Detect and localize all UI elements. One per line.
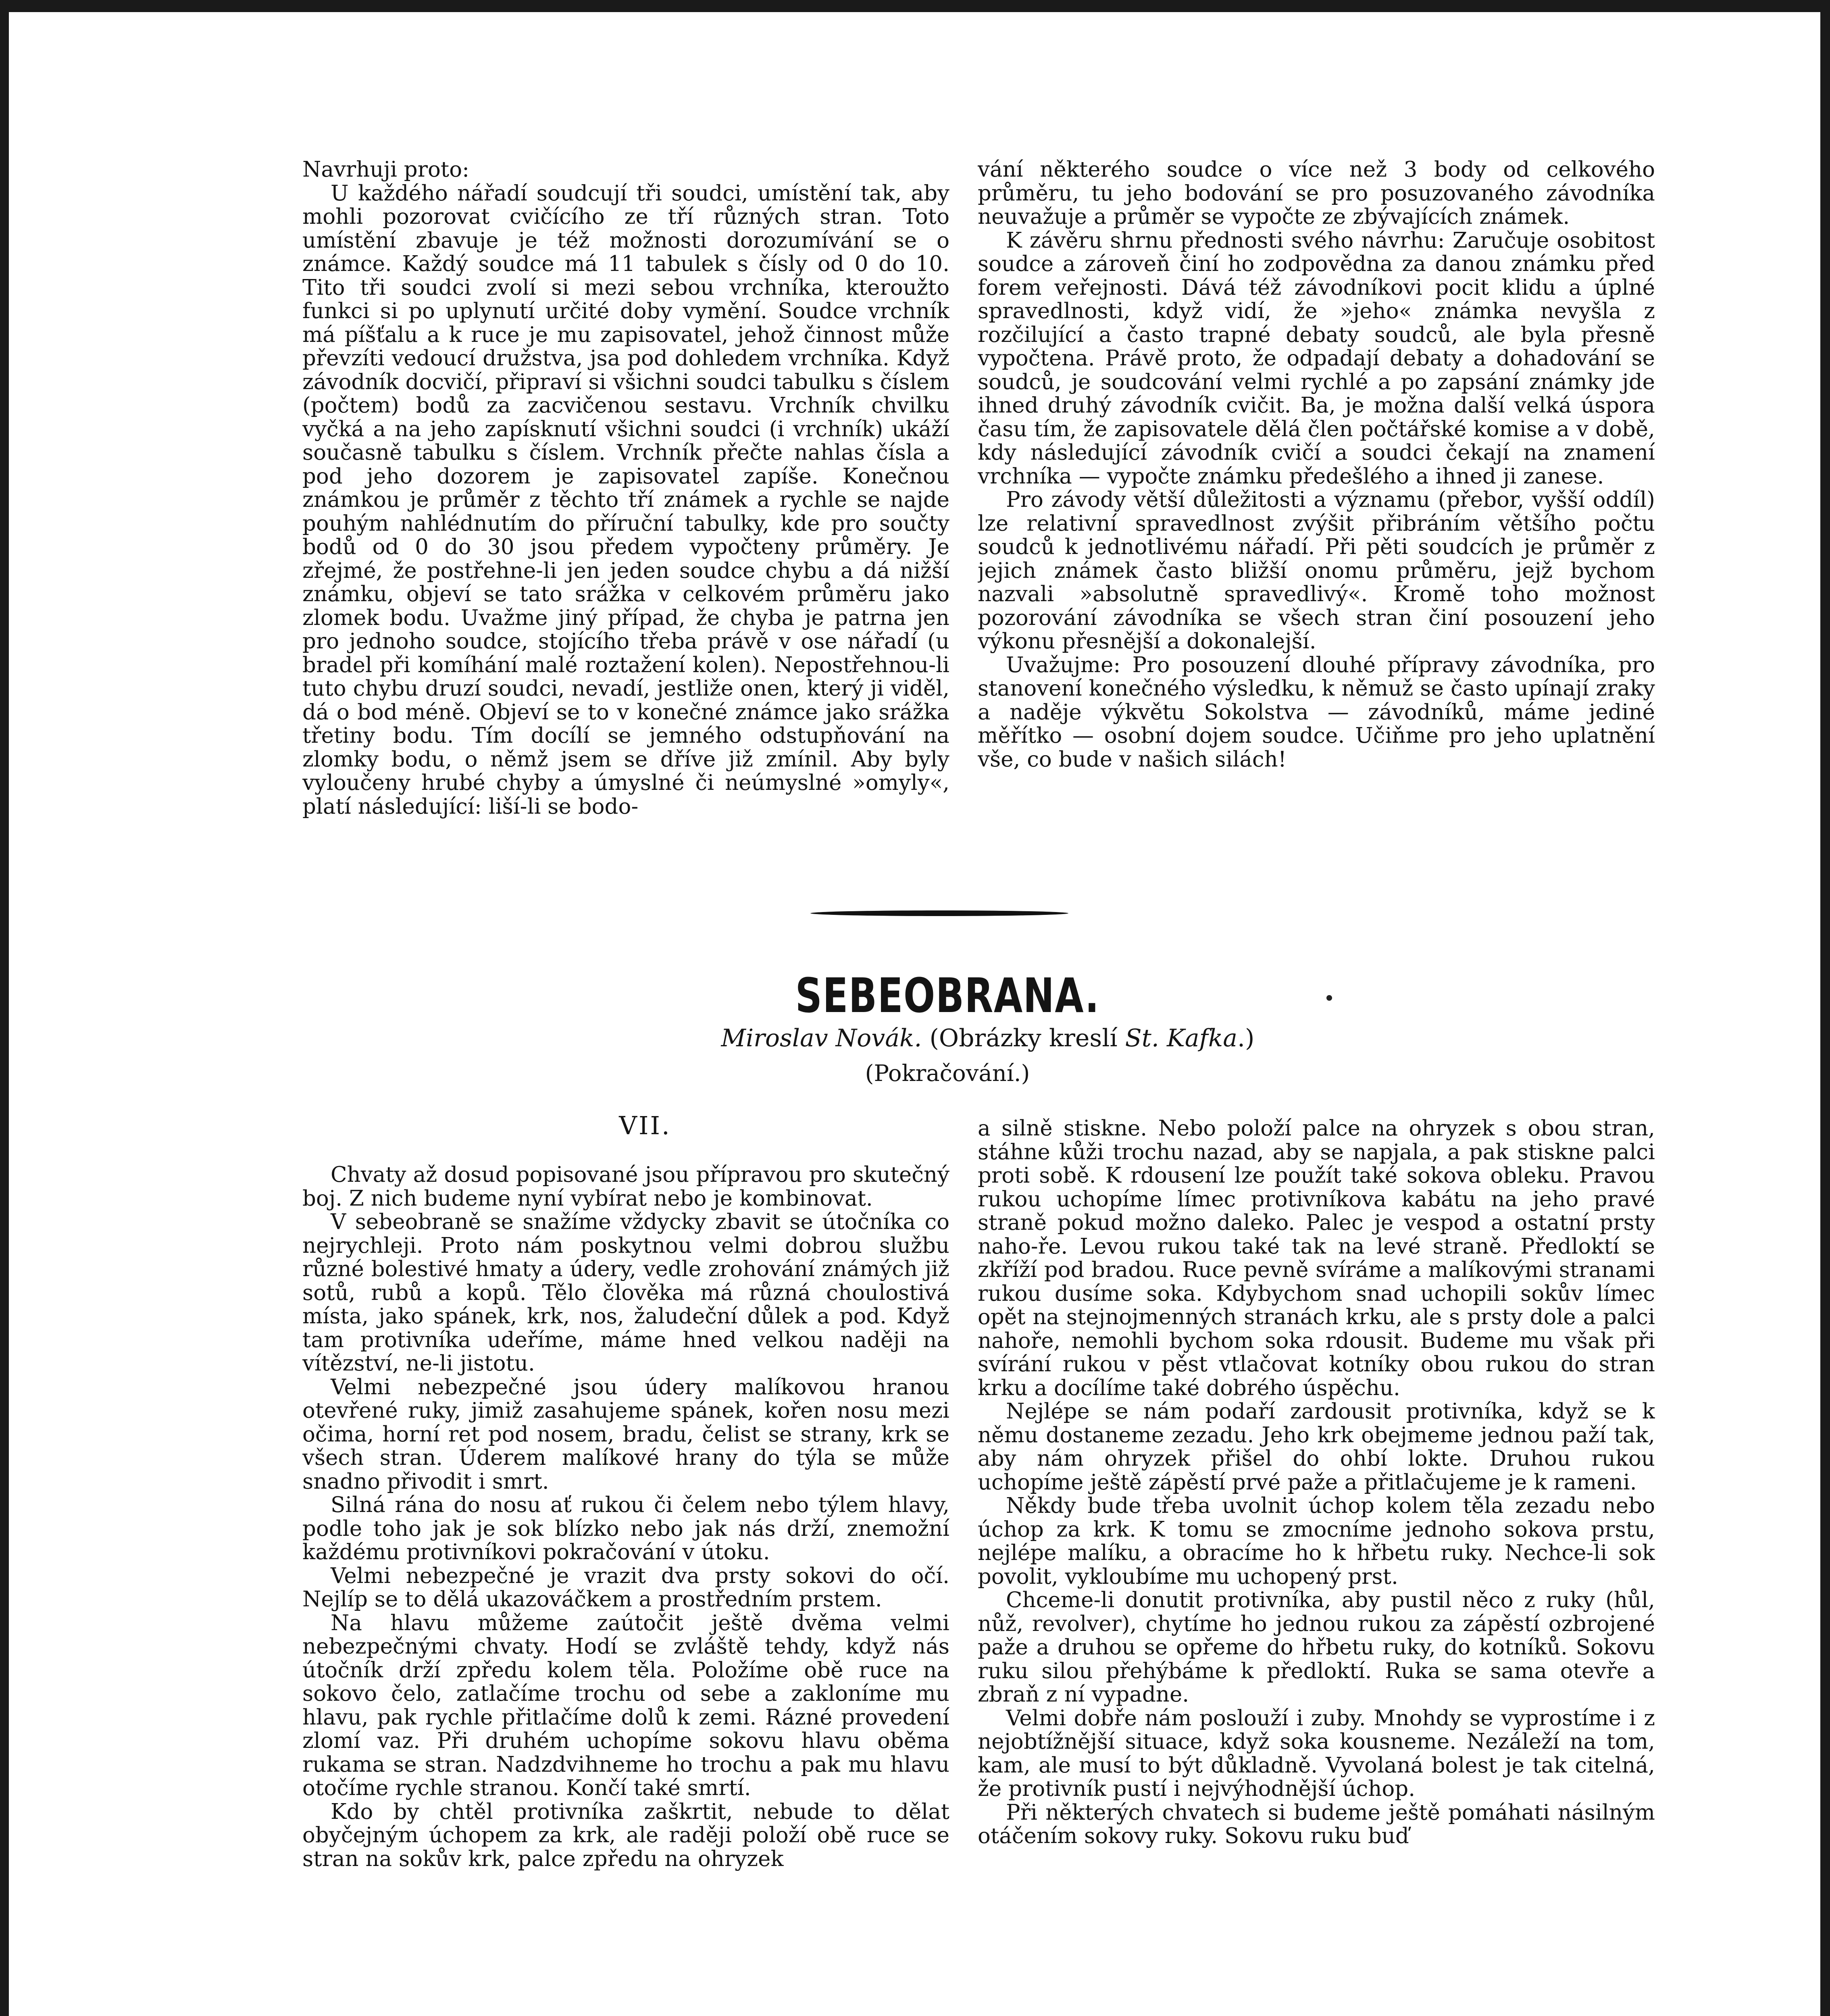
paragraph: Na hlavu můžeme zaútočit ještě dvěma velmi nebezpečnými chvaty. Hodí se zvláště tehdy, když nás útočník drží zpředu kolem těla. Položíme obě ruce na sokovo čelo, zatlačíme trochu od sebe a zakloníme mu hlavu, pak rychle přitlačíme dolů k zemi. Rázné provedení zlomí vaz. Při druhém uchopíme sokovu hlavu oběma rukama se stran. Nadzdvihneme ho trochu a pak mu hlavu otočíme rychle stranou. Končí také smrtí. [302,1610,949,1800]
top-left-column [302,158,949,916]
author-name: Miroslav Novák. [721,1024,922,1052]
bottom-left-column [302,1163,949,1978]
illustrations-note-suffix: .) [1237,1024,1255,1052]
paragraph: a silně stiskne. Nebo položí palce na ohryzek s obou stran, stáhne kůži trochu nazad, aby se napjala, a pak stiskne palci proti sobě. K rdousení lze použít také sokova obleku. Pravou rukou uchopíme límec protivníkova kabátu na jeho pravé straně pokud možno daleko. Palec je vespod a ostatní prsty naho-ře. Levou rukou také tak na levé straně. Předloktí se zkříží pod bradou. Ruce pevně svíráme a malíkovými stranami rukou dusíme soka. Kdybychom snad uchopili sokův límec opět na stejnojmenných stranách krku, ale s prsty dole a palci nahoře, nemohli bychom soka rdousit. Budeme mu však při svírání rukou v pěst vtlačovat kotníky obou rukou do stran krku a docílíme také dobrého úspěchu. [978,1117,1655,1400]
continued-note: (Pokračování.) [865,1060,1030,1087]
paragraph: Někdy bude třeba uvolnit úchop kolem těla zezadu nebo úchop za krk. K tomu se zmocníme jednoho sokova prstu, nejlépe malíku, a obracíme ho k hřbetu ruky. Nechce-li sok povolit, vykloubíme mu uchopený prst. [978,1493,1655,1589]
illustrator-name: St. Kafka [1125,1024,1237,1052]
article-title: SEBEOBRANA. [795,968,1100,1023]
scan-border-top [0,0,1830,12]
paragraph: Uvažujme: Pro posouzení dlouhé přípravy závodníka, pro stanovení konečného výsledku, k němuž se často upínají zraky a naděje výkvětu Sokolstva — závodníků, máme jediné měřítko — osobní dojem soudce. Učiňme pro jeho uplatnění vše, co bude v našich silách! [978,652,1655,772]
paragraph: V sebeobraně se snažíme vždycky zbavit se útočníka co nejrychleji. Proto nám poskytnou velmi dobrou službu různé bolestivé hmaty a údery, vedle zrohování známých již sotů, rubů a kopů. Tělo člověka má různá choulostivá místa, jako spánek, krk, nos, žaludeční důlek a pod. Když tam protivníka udeříme, máme hned velkou naději na vítězství, ne-li jistotu. [302,1210,949,1376]
scan-border-right [1820,0,1830,2016]
article-byline [605,1024,1371,1052]
bottom-right-column [978,1117,1655,2004]
top-right-column [978,158,1655,916]
paragraph: Silná rána do nosu ať rukou či čelem nebo týlem hlavy, podle toho jak je sok blízko nebo jak nás drží, znemožní každému protivníkovi pokračování v útoku. [302,1493,949,1564]
section-divider [810,910,1068,916]
paragraph: Velmi dobře nám poslouží i zuby. Mnohdy se vyprostíme i z nejobtížnější situace, když soka kousneme. Nezáleží na tom, kam, ale musí to být důkladně. Vyvolaná bolest je tak citelná, že protivník pustí i nejvýhodnější úchop. [978,1706,1655,1801]
illustrations-note-prefix: (Obrázky kreslí [929,1024,1125,1052]
paragraph: Velmi nebezpečné je vrazit dva prsty sokovi do očí. Nejlíp se to dělá ukazováčkem a prostředním prstem. [302,1563,949,1612]
print-speck [1326,995,1332,1001]
paragraph: Kdo by chtěl protivníka zaškrtit, nebude to dělat obyčejným úchopem za krk, ale raději položí obě ruce se stran na sokův krk, palce zpředu na ohryzek [302,1799,949,1871]
paragraph: vání některého soudce o více než 3 body od celkového průměru, tu jeho bodování se pro posuzovaného závodníka neuvažuje a průměr se vypočte ze zbývajících známek. [978,158,1655,229]
scan-border-left [0,0,9,2016]
paragraph: Navrhuji proto: [302,158,469,182]
paragraph: Při některých chvatech si budeme ještě pomáhati násilným otáčením sokovy ruky. Sokovu ruku buď [978,1800,1655,1848]
paragraph: K závěru shrnu přednosti svého návrhu: Zaručuje osobitost soudce a zároveň činí ho zodpovědna za danou známku před forem veřejnosti. Dává též závodníkovi pocit klidu a úplné spravedlnosti, když vidí, že »jeho« známka nevyšla z rozčilující a často trapné debaty soudců, ale byla přesně vypočtena. Právě proto, že odpadají debaty a dohadování se soudců, je soudcování velmi rychlé a po zapsání známky jde ihned druhý závodník cvičit. Ba, je možna další velká úspora času tím, že zapisovatele dělá člen počtářské komise a v době, kdy následující závodník cvičí a soudci čekají na znamení vrchníka — vypočte známku předešlého a ihned ji zanese. [978,228,1655,489]
section-number: VII. [619,1111,671,1140]
paragraph: Chvaty až dosud popisované jsou přípravou pro skutečný boj. Z nich budeme nyní vybírat nebo je kombinovat. [302,1163,949,1211]
paragraph: Velmi nebezpečné jsou údery malíkovou hranou otevřené ruky, jimiž zasahujeme spánek, kořen nosu mezi očima, horní ret pod nosem, bradu, čelist se strany, krk se všech stran. Úderem malíkové hrany do týla se může snadno přivodit i smrt. [302,1375,949,1494]
paragraph: U každého nářadí soudcují tři soudci, umístění tak, aby mohli pozorovat cvičícího ze tří různých stran. Toto umístění zbavuje je též možnosti dorozumívání se o známce. Každý soudce má 11 tabulek s čísly od 0 do 10. Tito tři soudci zvolí si mezi sebou vrchníka, kteroužto funkci si po uplynutí určité doby vymění. Soudce vrchník má píšťalu a k ruce je mu zapisovatel, jehož činnost může převzíti vedoucí družstva, jsa pod dohledem vrchníka. Když závodník docvičí, připraví si všichni soudci tabulku s číslem (počtem) bodů za zacvičenou sestavu. Vrchník chvilku vyčká a na jeho zapísknutí všichni soudci (i vrchník) ukáží současně tabulku s číslem. Vrchník přečte nahlas čísla a pod jeho dozorem je zapisovatel zapíše. Konečnou známkou je průměr z těchto tří známek a rychle se najde pouhým nahlédnutím do příruční tabulky, kde pro součty bodů od 0 do 30 jsou předem vypočteny průměry. Je zřejmé, že postřehne-li jen jeden soudce chybu a dá nižší známku, objeví se tato srážka v celkovém průměru jako zlomek bodu. Uvažme jiný případ, že chyba je patrna jen pro jednoho soudce, stojícího třeba právě v ose nářadí (u bradel při komíhání malé roztažení kolen). Nepostřehnou-li tuto chybu druzí soudci, nevadí, jestliže onen, který ji viděl, dá o bod méně. Objeví se to v konečné známce jako srážka třetiny bodu. Tím docílí se jemného odstupňování na zlomky bodu, o němž jsem se dříve již zmínil. Aby byly vyloučeny hrubé chyby a úmyslné či neúmyslné »omyly«, platí následující: liší-li se bodo- [302,181,949,819]
paragraph: Pro závody větší důležitosti a významu (přebor, vyšší oddíl) lze relativní spravedlnost zvýšit přibráním většího počtu soudců k jednotlivému nářadí. Při pěti soudcích je průměr z jejich známek často bližší onomu průměru, jejž bychom nazvali »absolutně spravedlivý«. Kromě toho možnost pozorování závodníka se všech stran činí posouzení jeho výkonu přesnější a dokonalejší. [978,487,1655,654]
paragraph: Chceme-li donutit protivníka, aby pustil něco z ruky (hůl, nůž, revolver), chytíme ho jednou rukou za zápěstí ozbrojené paže a druhou se opřeme do hřbetu ruky, do kotníků. Sokovu ruku silou přehýbáme k předloktí. Ruka se sama otevře a zbraň z ní vypadne. [978,1588,1655,1707]
paragraph: Nejlépe se nám podaří zardousit protivníka, když se k němu dostaneme zezadu. Jeho krk obejmeme jednou paží tak, aby nám ohryzek přišel do ohbí lokte. Druhou rukou uchopíme ještě zápěstí prvé paže a přitlačujeme je k rameni. [978,1399,1655,1495]
